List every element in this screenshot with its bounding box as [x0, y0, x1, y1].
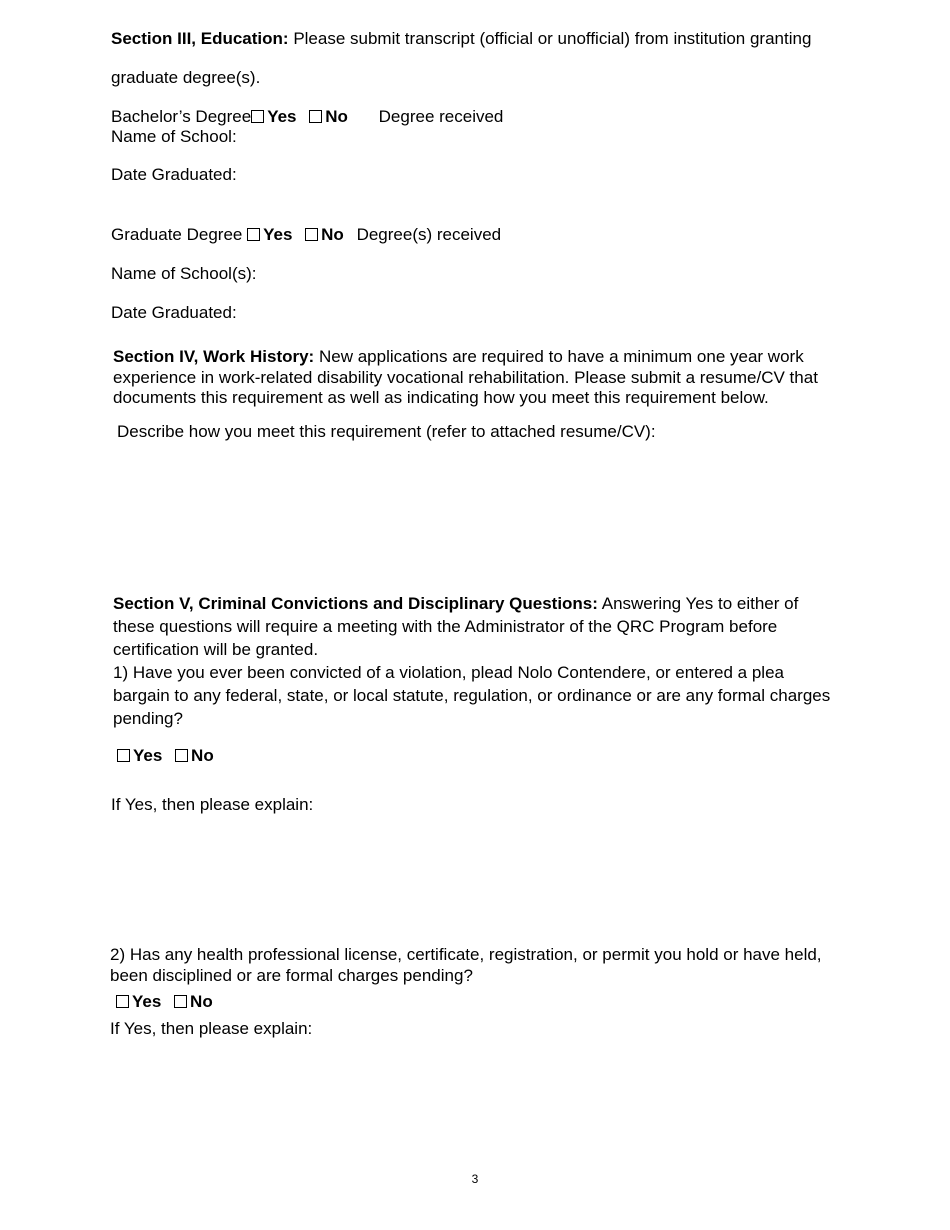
question1-no-checkbox[interactable]	[175, 749, 188, 762]
bachelor-received-label: Degree received	[378, 107, 504, 126]
graduate-yes-label: Yes	[263, 225, 293, 244]
bachelor-yes-label: Yes	[267, 107, 297, 126]
bachelor-degree-row	[111, 107, 503, 127]
question1-no-label: No	[191, 746, 214, 765]
question1-line3: pending?	[113, 709, 183, 728]
graduate-date-label: Date Graduated:	[111, 303, 237, 322]
graduate-no-label: No	[321, 225, 344, 244]
section5-intro-line3: certification will be granted.	[113, 640, 319, 659]
question2-no-checkbox[interactable]	[174, 995, 187, 1008]
question1-options	[117, 746, 222, 766]
graduate-school-label: Name of School(s):	[111, 264, 257, 283]
bachelor-no-checkbox[interactable]	[309, 110, 322, 123]
question1-line2: bargain to any federal, state, or local statute, regulation, or ordinance or are any formal charges	[113, 686, 831, 705]
question1-line1: 1) Have you ever been convicted of a violation, plead Nolo Contendere, or entered a plea	[113, 663, 784, 682]
question2-options	[116, 992, 221, 1012]
section5-heading: Section V, Criminal Convictions and Disciplinary Questions:	[113, 594, 598, 613]
question2-no-label: No	[190, 992, 213, 1011]
section4-intro: Section IV, Work History: New applications are required to have a minimum one year work	[113, 347, 804, 366]
graduate-yes-checkbox[interactable]	[247, 228, 260, 241]
question2-explain-label: If Yes, then please explain:	[110, 1019, 313, 1038]
section4-heading: Section IV, Work History:	[113, 347, 315, 366]
graduate-no-checkbox[interactable]	[305, 228, 318, 241]
graduate-degree-row	[111, 225, 501, 245]
question2-line2: been disciplined or are formal charges pending?	[110, 966, 473, 985]
section5-intro-line2: these questions will require a meeting with the Administrator of the QRC Program before	[113, 617, 778, 636]
graduate-degree-label: Graduate Degree	[111, 225, 243, 244]
section4-intro-line2: experience in work-related disability vocational rehabilitation. Please submit a resume/CV that	[113, 368, 818, 387]
question2-yes-label: Yes	[132, 992, 162, 1011]
bachelor-yes-checkbox[interactable]	[251, 110, 264, 123]
question1-explain-label: If Yes, then please explain:	[111, 795, 314, 814]
section3-intro: Section III, Education: Please submit transcript (official or unofficial) from institution granting	[111, 29, 812, 48]
question2-line1: 2) Has any health professional license, certificate, registration, or permit you hold or have held,	[110, 945, 822, 964]
work-history-prompt: Describe how you meet this requirement (refer to attached resume/CV):	[117, 422, 656, 441]
bachelor-date-label: Date Graduated:	[111, 165, 237, 184]
bachelor-no-label: No	[325, 107, 348, 126]
section3-intro-line2: graduate degree(s).	[111, 68, 261, 87]
question1-yes-label: Yes	[133, 746, 163, 765]
bachelor-degree-label: Bachelor’s Degree	[111, 107, 252, 126]
page-number: 3	[471, 1172, 479, 1186]
bachelor-school-label: Name of School:	[111, 127, 237, 146]
question2-yes-checkbox[interactable]	[116, 995, 129, 1008]
question1-yes-checkbox[interactable]	[117, 749, 130, 762]
section5-intro: Section V, Criminal Convictions and Disciplinary Questions: Answering Yes to either of	[113, 594, 799, 613]
section3-heading: Section III, Education:	[111, 29, 289, 48]
graduate-received-label: Degree(s) received	[356, 225, 502, 244]
section4-intro-line3: documents this requirement as well as indicating how you meet this requirement below.	[113, 388, 769, 407]
